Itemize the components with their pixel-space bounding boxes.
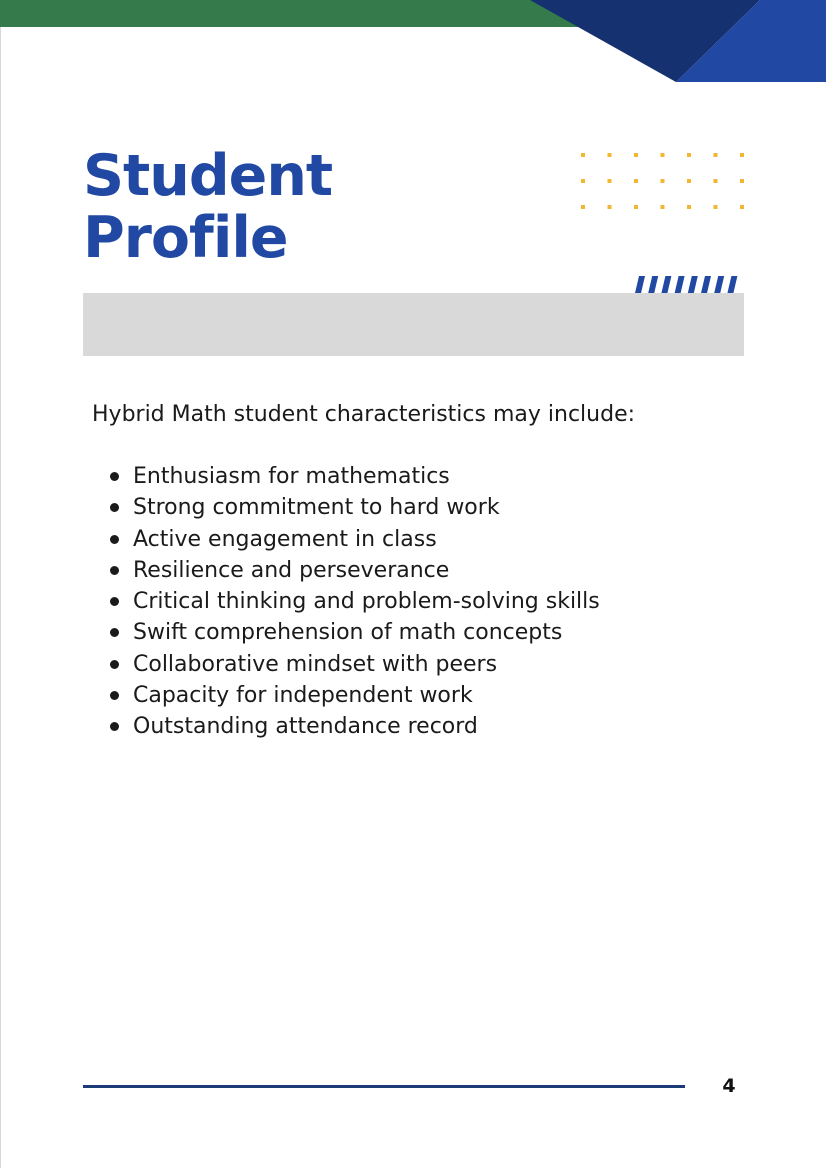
dot-grid-dot bbox=[581, 153, 585, 157]
bullet-icon bbox=[110, 566, 119, 575]
dot-grid-dot bbox=[608, 179, 612, 183]
dot-grid-dot bbox=[661, 205, 665, 209]
dot-grid-dot bbox=[661, 153, 665, 157]
list-item bbox=[110, 586, 600, 617]
list-item bbox=[110, 524, 600, 555]
page-title bbox=[83, 145, 332, 269]
dot-grid-dot bbox=[714, 179, 718, 183]
dot-grid-dot bbox=[581, 205, 585, 209]
list-item-text: Critical thinking and problem-solving skills bbox=[133, 589, 600, 614]
dot-grid-decoration bbox=[578, 150, 748, 214]
list-item bbox=[110, 555, 600, 586]
dot-grid-dot bbox=[608, 153, 612, 157]
list-item bbox=[110, 649, 600, 680]
page-title-line-1: Student bbox=[83, 143, 333, 209]
dot-grid-dot bbox=[687, 205, 691, 209]
bullet-icon bbox=[110, 535, 119, 544]
list-item bbox=[110, 617, 600, 648]
dot-grid-dot bbox=[687, 153, 691, 157]
characteristics-list bbox=[110, 461, 600, 742]
bullet-icon bbox=[110, 722, 119, 731]
dot-grid-dot bbox=[634, 205, 638, 209]
intro-text: Hybrid Math student characteristics may include: bbox=[92, 402, 636, 427]
header-green-bar bbox=[0, 0, 600, 27]
list-item-text: Capacity for independent work bbox=[133, 682, 473, 708]
bullet-icon bbox=[110, 503, 119, 512]
list-item-text: Swift comprehension of math concepts bbox=[133, 620, 563, 646]
list-item-text: Outstanding attendance record bbox=[133, 714, 478, 739]
list-item-text: Strong commitment to hard work bbox=[133, 495, 500, 521]
page-edge bbox=[0, 0, 1, 1168]
list-item-text: Collaborative mindset with peers bbox=[133, 651, 498, 677]
bullet-icon bbox=[110, 660, 119, 669]
list-item bbox=[110, 492, 600, 523]
dot-grid-dot bbox=[634, 179, 638, 183]
bullet-icon bbox=[110, 472, 119, 481]
dot-grid-dot bbox=[740, 153, 744, 157]
bullet-icon bbox=[110, 691, 119, 700]
dot-grid-dot bbox=[581, 179, 585, 183]
dot-grid-dot bbox=[634, 153, 638, 157]
footer-line bbox=[83, 1085, 685, 1088]
dot-grid-dot bbox=[661, 179, 665, 183]
list-item bbox=[110, 711, 600, 742]
page-title-line-2: Profile bbox=[83, 205, 288, 271]
list-item-text: Resilience and perseverance bbox=[133, 557, 450, 583]
dot-grid-dot bbox=[714, 153, 718, 157]
dot-grid-dot bbox=[608, 205, 612, 209]
dot-grid-dot bbox=[687, 179, 691, 183]
header-decoration bbox=[0, 0, 826, 90]
gray-band bbox=[83, 293, 744, 356]
bullet-icon bbox=[110, 597, 119, 606]
dot-grid-dot bbox=[740, 179, 744, 183]
list-item-text: Active engagement in class bbox=[133, 526, 437, 552]
dot-grid-dot bbox=[740, 205, 744, 209]
page-number: 4 bbox=[722, 1075, 736, 1097]
list-item bbox=[110, 680, 600, 711]
bullet-icon bbox=[110, 628, 119, 637]
list-item bbox=[110, 461, 600, 492]
list-item-text: Enthusiasm for mathematics bbox=[133, 464, 450, 489]
dot-grid-dot bbox=[714, 205, 718, 209]
